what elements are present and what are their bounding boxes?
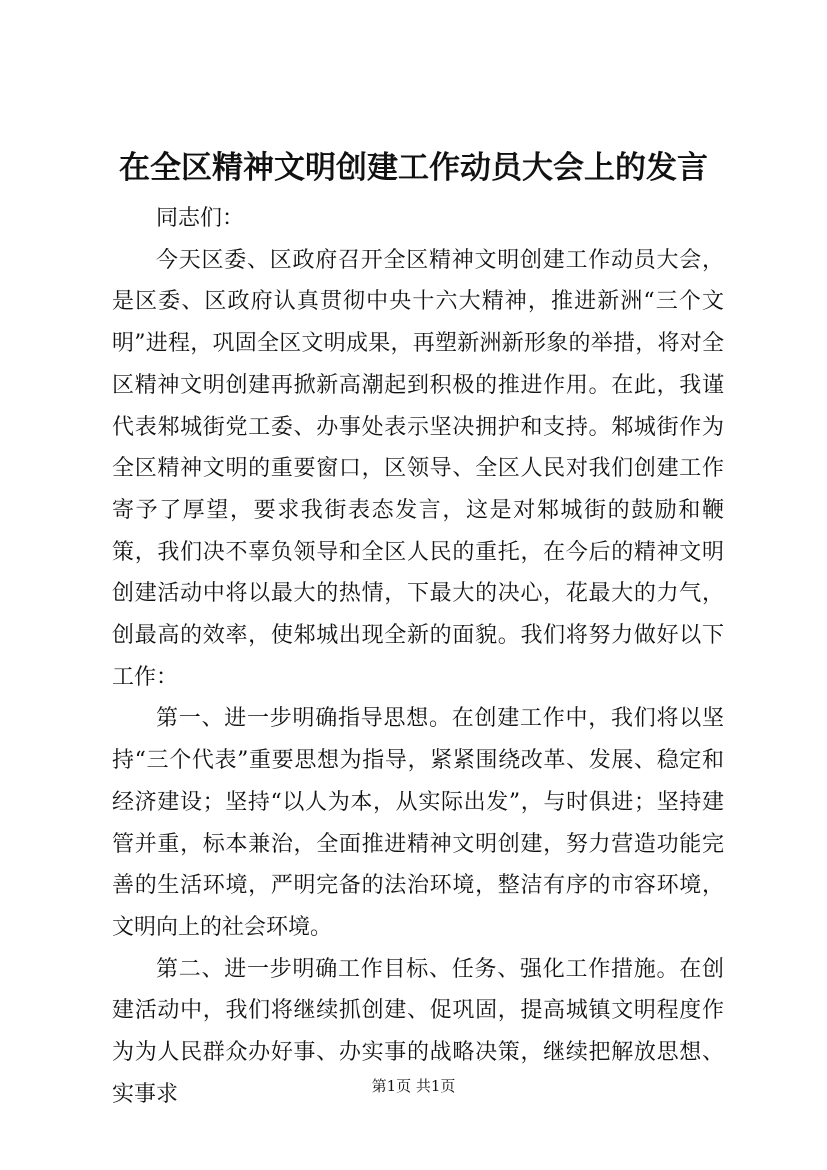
body-paragraph: 第一、进一步明确指导思想。在创建工作中，我们将以坚持“三个代表”重要思想为指导，紧紧围绕改革、发展、稳定和经济建设；坚持“以人为本，从实际出发”，与时俱进；坚持建管并重，标本兼治，全面推进精神文明创建，努力营造功能完善的生活环境，严明完备的法治环境，整洁有序的市容环境，文明向上的社会环境。 — [112, 706, 724, 940]
salutation-paragraph: 同志们： — [156, 206, 245, 231]
page-number-footer: 第1页 共1页 — [371, 1077, 456, 1095]
body-paragraph: 今天区委、区政府召开全区精神文明创建工作动员大会，是区委、区政府认真贯彻中央十六大精神，推进新洲“三个文明”进程，巩固全区文明成果，再塑新洲新形象的举措，将对全区精神文明创建再掀新高潮起到积极的推进作用。在此，我谨代表邾城街党工委、办事处表示坚决拥护和支持。邾城街作为全区精神文明的重要窗口，区领导、全区人民对我们创建工作寄予了厚望，要求我街表态发言，这是对邾城街的鼓励和鞭策，我们决不辜负领导和全区人民的重托，在今后的精神文明创建活动中将以最大的热情，下最大的决心，花最大的力气，创最高的效率，使邾城出现全新的面貌。我们将努力做好以下工作： — [112, 247, 724, 690]
page-title: 在全区精神文明创建工作动员大会上的发言 — [119, 150, 708, 186]
body-paragraph: 第二、进一步明确工作目标、任务、强化工作措施。在创建活动中，我们将继续抓创建、促巩固，提高城镇文明程度作为为人民群众办好事、办实事的战略决策，继续把解放思想、实事求 — [112, 956, 724, 1107]
document-body — [112, 198, 724, 1115]
